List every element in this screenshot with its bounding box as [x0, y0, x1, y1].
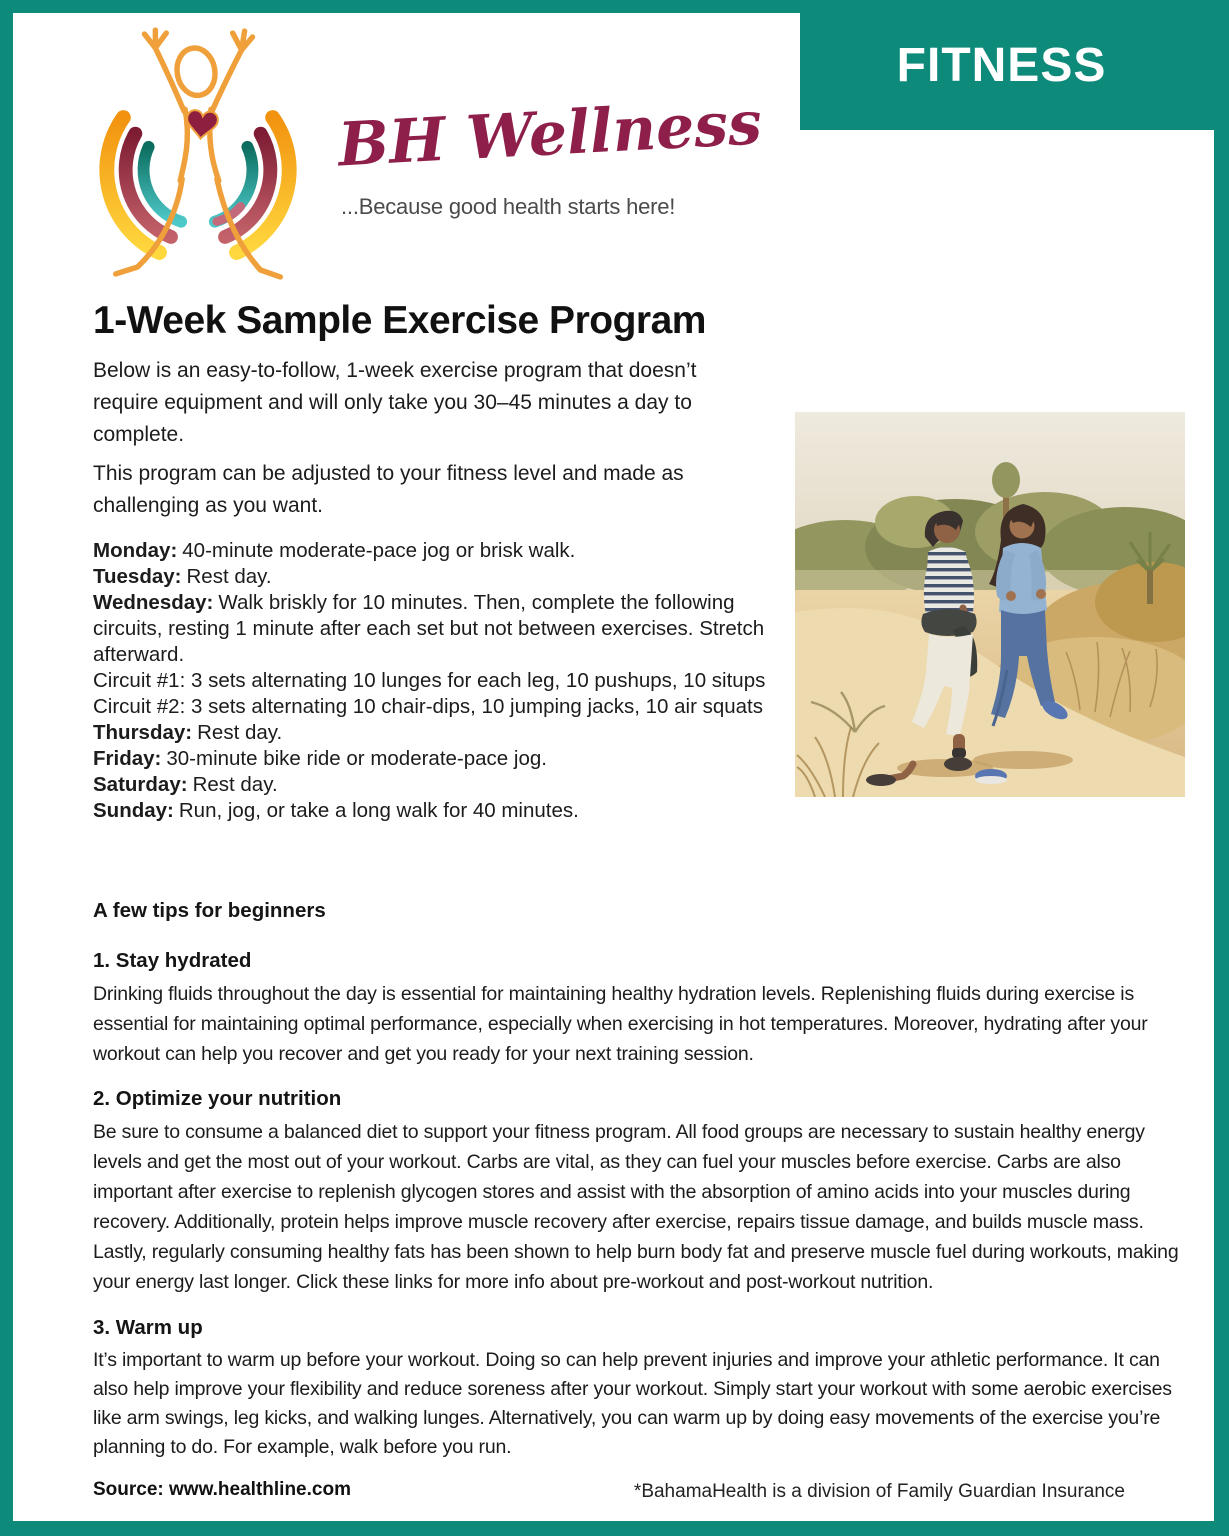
schedule-row-circuit-2 [93, 694, 795, 720]
schedule-day-label: Saturday: [93, 773, 188, 796]
schedule-day-text: Rest day. [192, 773, 278, 796]
schedule-day-label: Sunday: [93, 799, 174, 822]
tip-3-body: It’s important to warm up before your workout. Doing so can help prevent injuries and improve your athletic performance. It can also help improve your flexibility and reduce soreness after your workout. Simply start your workout with some aerobic exercises like arm swings, leg kicks, and walking lunges. Alternatively, you can warm up by doing easy movements of the exercise you’re planning to do. For example, walk before you run. [93, 1349, 1172, 1458]
schedule-day-text: 40-minute moderate-pace jog or brisk walk. [182, 539, 576, 562]
schedule-day-text: Walk briskly for 10 minutes. Then, complete the following circuits, resting 1 minute after each set but not between exercises. Stretch afterward. [93, 591, 765, 666]
intro-paragraph-1: Below is an easy-to-follow, 1-week exercise program that doesn’t require equipment and will only take you 30–45 minutes a day to complete. [93, 359, 697, 446]
schedule-day-label: Wednesday: [93, 591, 214, 614]
bh-wellness-logo-icon [84, 26, 312, 282]
brand-tagline: ...Because good health starts here! [341, 194, 676, 219]
tip-2-heading: 2. Optimize your nutrition [93, 1087, 342, 1110]
schedule-list [93, 538, 795, 824]
schedule-day-text: Rest day. [197, 721, 283, 744]
fitness-banner [800, 0, 1229, 130]
schedule-day-text: Circuit #1: 3 sets alternating 10 lunges for each leg, 10 pushups, 10 situps [93, 669, 766, 692]
page-title: 1-Week Sample Exercise Program [93, 299, 706, 342]
walking-photo [795, 412, 1185, 797]
tip-1-heading: 1. Stay hydrated [93, 949, 252, 972]
schedule-row-tuesday [93, 564, 795, 590]
figure-rainbow-icon [84, 26, 312, 282]
schedule-day-text: Rest day. [186, 565, 272, 588]
schedule-row-wednesday [93, 590, 795, 668]
footer-note: *BahamaHealth is a division of Family Guardian Insurance [633, 1481, 1125, 1502]
tip-1-body: Drinking fluids throughout the day is essential for maintaining healthy hydration levels. Replenishing fluids during exercise is essential for maintaining optimal performance, especially when exercising in hot temperatures. Moreover, hydrating after your workout can help you recover and get you ready for your next training session. [93, 983, 1148, 1065]
schedule-row-monday [93, 538, 795, 564]
schedule-row-friday [93, 746, 795, 772]
schedule-row-saturday [93, 772, 795, 798]
tips-heading: A few tips for beginners [93, 899, 326, 922]
footer-source: Source: www.healthline.com [93, 1479, 351, 1500]
brand-name: BH Wellness [336, 88, 764, 181]
tip-2-body: Be sure to consume a balanced diet to support your fitness program. All food groups are necessary to sustain healthy energy levels and get the most out of your workout. Carbs are vital, as they can fuel your muscles before exercise. Carbs are also important after exercise to replenish glycogen stores and assist with the absorption of amino acids into your muscles during recovery. Additionally, protein helps improve muscle recovery after exercise, repairs tissue damage, and builds muscle mass. Lastly, regularly consuming healthy fats has been shown to help burn body fat and preserve muscle fuel during workouts, making your energy last longer. Click these links for more info about pre-workout and post-workout nutrition. [93, 1121, 1179, 1293]
schedule-day-text: Run, jog, or take a long walk for 40 minutes. [178, 799, 579, 822]
tip-3-heading: 3. Warm up [93, 1316, 203, 1339]
fitness-banner-label: FITNESS [896, 38, 1107, 92]
schedule-day-text: 30-minute bike ride or moderate-pace jog. [166, 747, 547, 770]
schedule-row-sunday [93, 798, 795, 824]
intro-paragraph-2: This program can be adjusted to your fitness level and made as challenging as you want. [93, 462, 684, 517]
schedule-day-text: Circuit #2: 3 sets alternating 10 chair-dips, 10 jumping jacks, 10 air squats [93, 695, 764, 718]
schedule-row-thursday [93, 720, 795, 746]
schedule-day-label: Thursday: [93, 721, 193, 744]
schedule-day-label: Monday: [93, 539, 178, 562]
schedule-day-label: Tuesday: [93, 565, 182, 588]
schedule-day-label: Friday: [93, 747, 162, 770]
schedule-row-circuit-1 [93, 668, 795, 694]
